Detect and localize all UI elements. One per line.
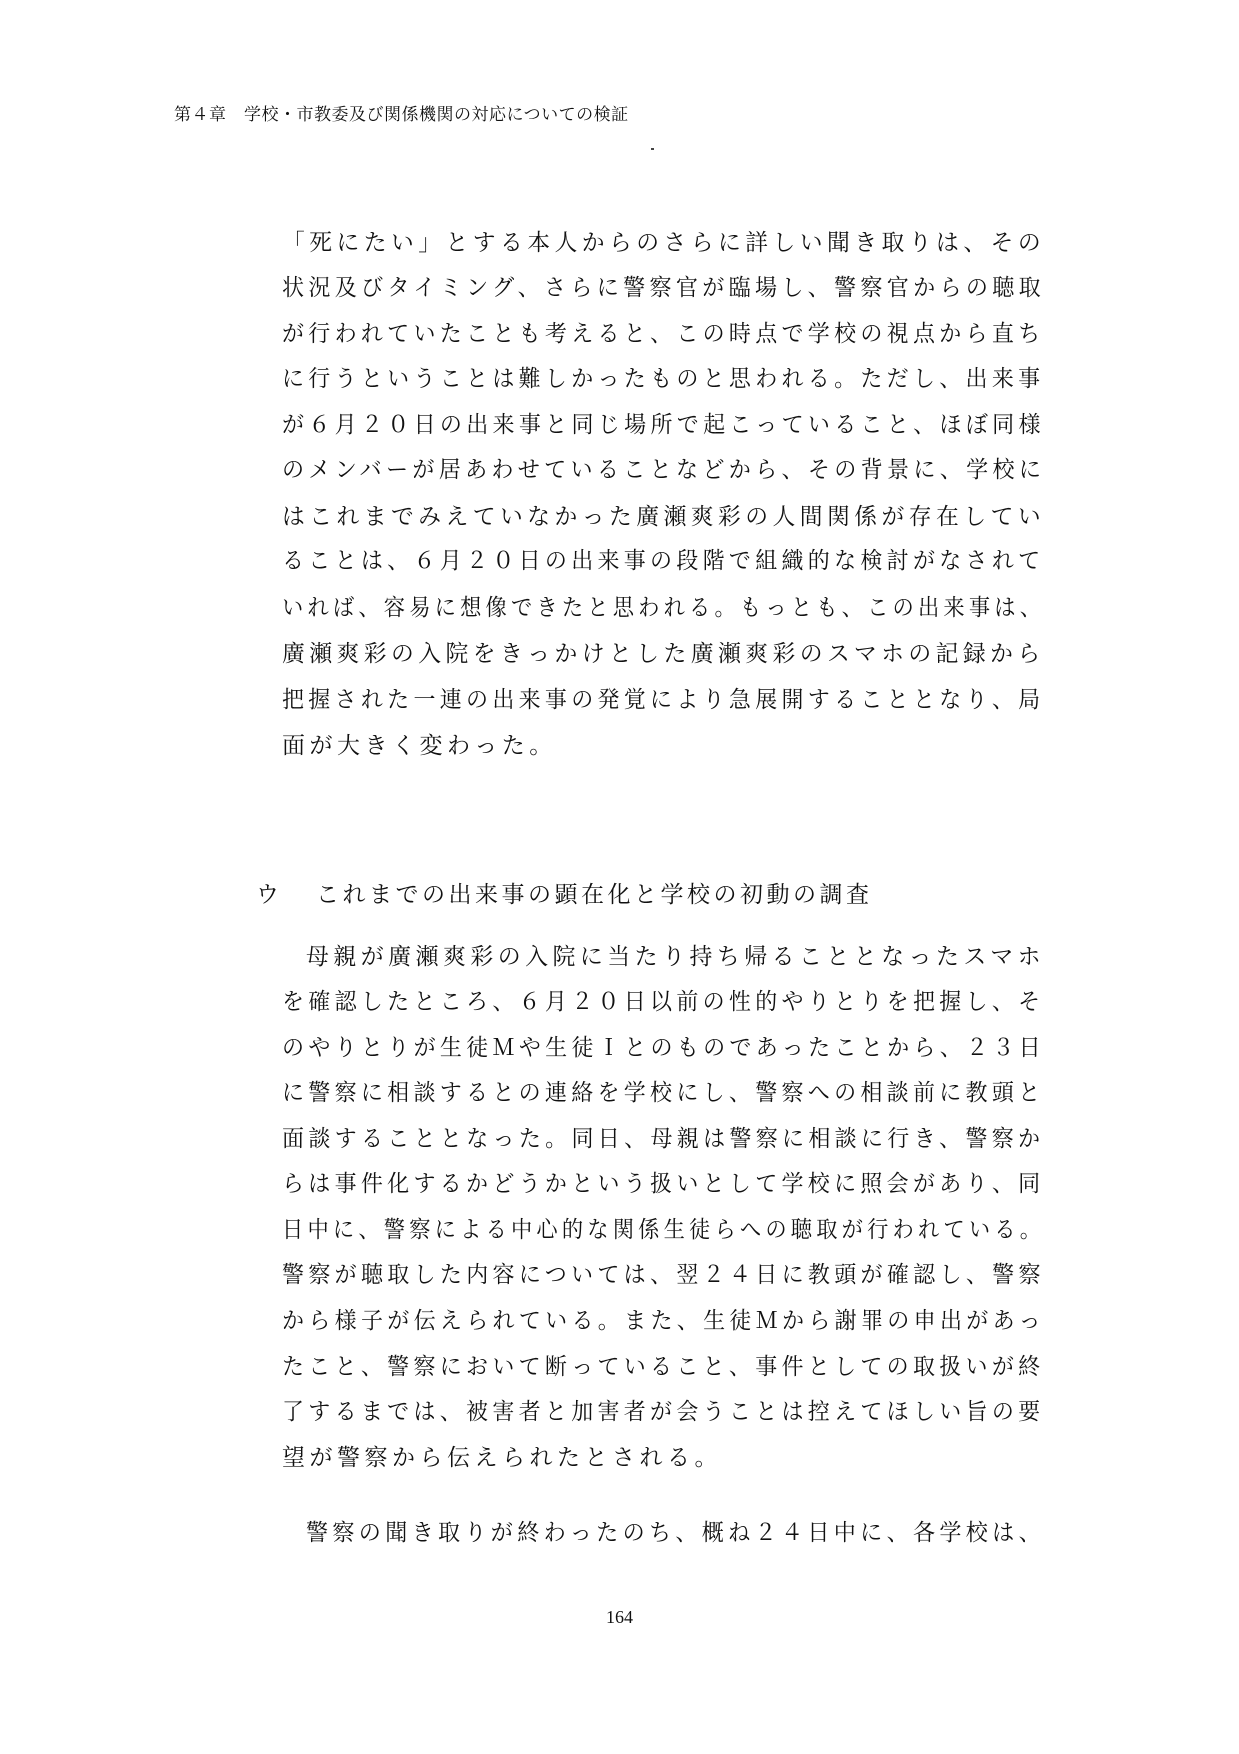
text-line: いれば、容易に想像できたと思われる。もっとも、この出来事は、 (282, 595, 1046, 621)
text-line: たこと、警察において断っていること、事件としての取扱いが終 (282, 1354, 1045, 1380)
text-line: 日中に、警察による中心的な関係生徒らへの聴取が行われている。 (282, 1217, 1046, 1243)
text-line: 了するまでは、被害者と加害者が会うことは控えてほしい旨の要 (282, 1399, 1045, 1425)
text-line: 把握された一連の出来事の発覚により急展開することとなり、局 (282, 687, 1045, 713)
text-line: らは事件化するかどうかという扱いとして学校に照会があり、同 (282, 1171, 1045, 1197)
text-line: 「死にたい」とする本人からのさらに詳しい聞き取りは、その (282, 230, 1046, 256)
text-line: を確認したところ、６月２０日以前の性的やりとりを把握し、そ (282, 989, 1045, 1015)
text-line: 警察の聞き取りが終わったのち、概ね２４日中に、各学校は、 (306, 1520, 1045, 1546)
text-line: 状況及びタイミング、さらに警察官が臨場し、警察官からの聴取 (282, 275, 1046, 301)
running-header: 第４章 学校・市教委及び関係機関の対応についての検証 (174, 105, 629, 125)
text-line: はこれまでみえていなかった廣瀬爽彩の人間関係が存在してい (282, 504, 1046, 530)
text-line: から様子が伝えられている。また、生徒Ｍから謝罪の申出があっ (282, 1308, 1045, 1334)
text-line: 廣瀬爽彩の入院をきっかけとした廣瀬爽彩のスマホの記録から (282, 641, 1045, 667)
text-line: が行われていたことも考えると、この時点で学校の視点から直ち (282, 321, 1045, 347)
text-line: 面が大きく変わった。 (282, 733, 557, 759)
text-line: のメンバーが居あわせていることなどから、その背景に、学校に (282, 457, 1046, 483)
section-marker: ウ (256, 882, 279, 908)
text-line: のやりとりが生徒Ｍや生徒Ｉとのものであったことから、２３日 (282, 1035, 1045, 1061)
header-mark (651, 148, 654, 150)
text-line: が６月２０日の出来事と同じ場所で起こっていること、ほぼ同様 (282, 412, 1045, 438)
section-heading: これまでの出来事の顕在化と学校の初動の調査 (316, 882, 873, 908)
text-line: ることは、６月２０日の出来事の段階で組織的な検討がなされて (282, 548, 1045, 574)
page-number: 164 (606, 1607, 633, 1627)
text-line: 母親が廣瀬爽彩の入院に当たり持ち帰ることとなったスマホ (306, 944, 1046, 970)
text-line: 面談することとなった。同日、母親は警察に相談に行き、警察か (282, 1126, 1045, 1152)
text-line: に行うということは難しかったものと思われる。ただし、出来事 (282, 366, 1045, 392)
text-line: 警察が聴取した内容については、翌２４日に教頭が確認し、警察 (282, 1262, 1045, 1288)
text-line: に警察に相談するとの連絡を学校にし、警察への相談前に教頭と (282, 1080, 1045, 1106)
text-line: 望が警察から伝えられたとされる。 (282, 1445, 722, 1471)
